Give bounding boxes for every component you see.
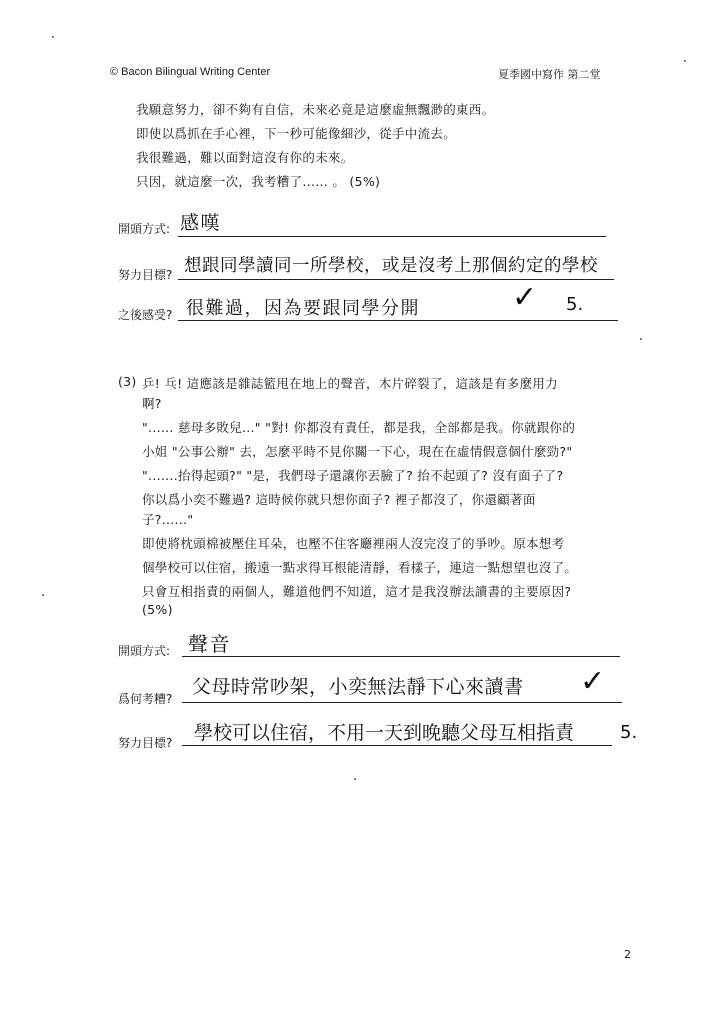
prompt-line: ".......抬得起頭?" "是，我們母子還讓你丟臉了? 抬不起頭了? 沒有面子了?	[142, 468, 564, 483]
prompt-line: 子?......"	[142, 512, 194, 527]
prompt-line: 即使以爲抓在手心裡，下一秒可能像細沙，從手中流去。	[136, 126, 457, 141]
speck	[640, 338, 642, 340]
prompt-line: 我願意努力，卻不夠有自信，未來必竟是這麼虛無飄渺的東西。	[136, 102, 495, 117]
answer-feeling: 很難過，因為要跟同學分開	[186, 298, 420, 319]
check-mark: ✓	[512, 280, 538, 315]
speck	[354, 778, 356, 780]
score-mark: 5.	[566, 294, 584, 315]
prompt-line: 即使將枕頭棉被壓住耳朵，也壓不住客廳裡兩人沒完沒了的爭吵。原本想考	[142, 536, 565, 551]
prompt-line: 只會互相指責的兩個人，難道他們不知道，這才是我沒辦法讀書的主要原因?	[142, 584, 572, 599]
prompt-line: (5%)	[142, 602, 173, 617]
field-label-goal: 努力目標?	[118, 268, 173, 282]
prompt-line: 乒! 乓! 這應該是雜誌籃甩在地上的聲音，木片碎裂了，這該是有多麼用力	[142, 376, 558, 391]
answer-goal: 學校可以住宿，不用一天到晚聽父母互相指責	[194, 722, 575, 744]
prompt-line: "...... 慈母多敗兒..." "對! 你都沒有責任，都是我，全部都是我。你就跟你的	[142, 420, 576, 435]
question-number-3: (3)	[118, 374, 137, 389]
speck	[684, 60, 686, 62]
field-label-opening: 開頭方式:	[118, 222, 171, 236]
prompt-line: 啊?	[142, 396, 162, 411]
field-label-feeling: 之後感受?	[118, 308, 173, 322]
field-label-goal: 努力目標?	[118, 736, 173, 750]
answer-line	[182, 745, 612, 746]
field-label-reason: 爲何考糟?	[118, 692, 173, 706]
answer-goal: 想跟同學讀同一所學校，或是沒考上那個約定的學校	[184, 256, 598, 276]
answer-opening: 聲音	[188, 632, 231, 656]
prompt-line: 我很難過，難以面對這沒有你的未來。	[136, 150, 354, 165]
copyright-header: © Bacon Bilingual Writing Center	[110, 66, 271, 78]
course-header: 夏季國中寫作 第二堂	[498, 68, 601, 81]
answer-line	[178, 279, 614, 280]
prompt-line: 你以爲小奕不難過? 這時候你就只想你面子? 裡子都沒了，你還顧著面	[142, 492, 536, 507]
answer-reason: 父母時常吵架，小奕無法靜下心來讀書	[192, 676, 524, 698]
check-mark: ✓	[580, 664, 606, 699]
answer-line	[182, 656, 620, 657]
answer-line	[178, 236, 606, 237]
speck	[42, 594, 44, 596]
prompt-line: 小姐 "公事公辦" 去，怎麼平時不見你關一下心，現在在虛情假意個什麼勁?"	[142, 444, 573, 459]
answer-line	[182, 702, 622, 703]
score-mark: 5.	[620, 722, 638, 743]
field-label-opening: 開頭方式:	[118, 644, 171, 658]
answer-line	[178, 320, 618, 321]
answer-opening: 感嘆	[180, 212, 222, 234]
prompt-line: 只因，就這麼一次，我考糟了...... 。 (5%)	[136, 174, 381, 189]
prompt-line: 個學校可以住宿，搬遠一點求得耳根能清靜，看樣子，連這一點想望也沒了。	[142, 560, 578, 575]
page-number: 2	[624, 948, 631, 961]
speck	[52, 36, 54, 38]
